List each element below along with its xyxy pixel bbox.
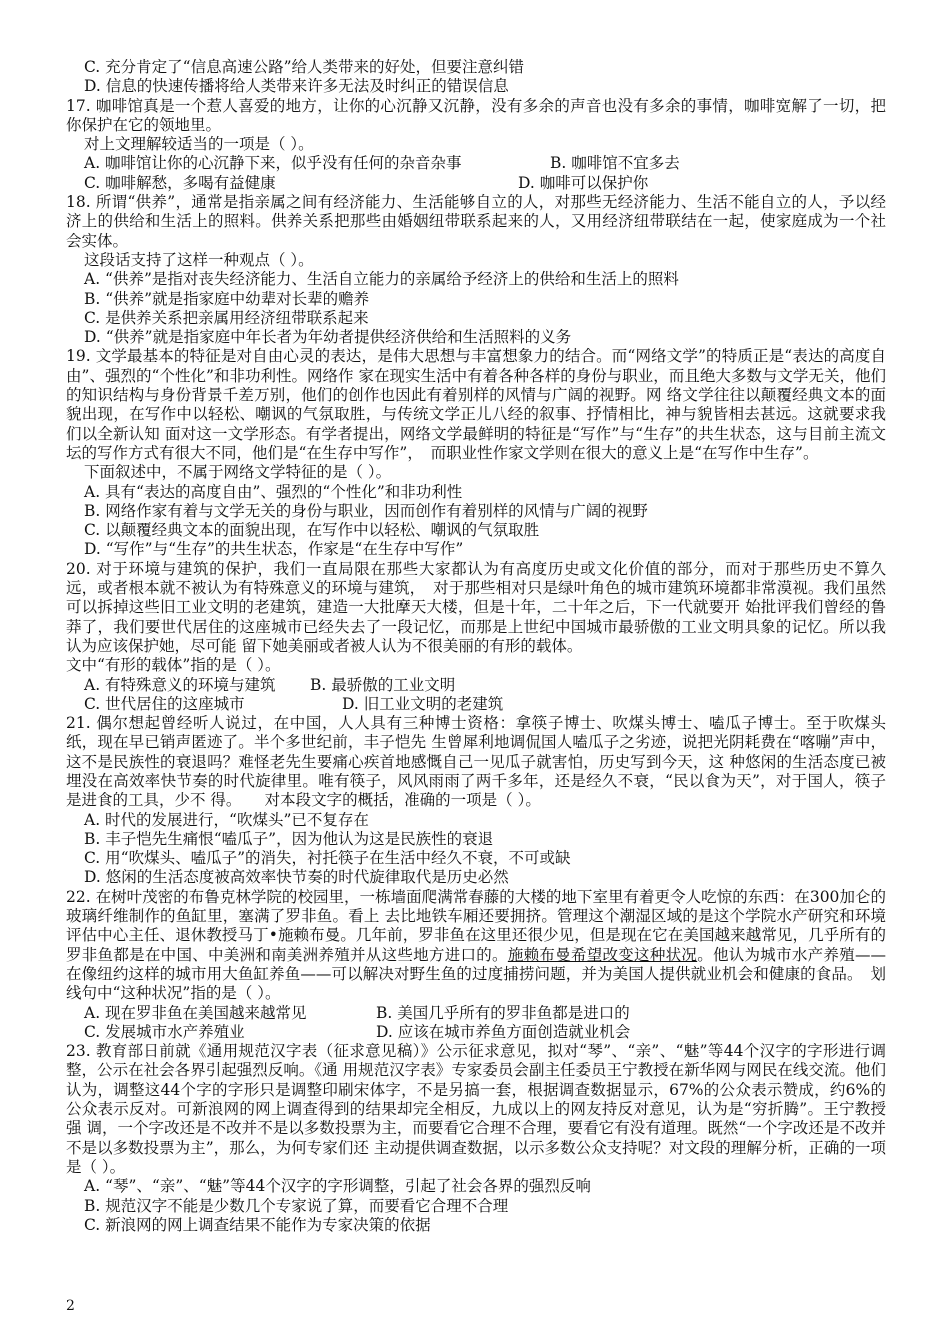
question-19-prompt: 下面叙述中，不属于网络文学特征的是（ ）。 — [84, 463, 392, 482]
option-d: D. 旧工业文明的老建筑 — [342, 694, 504, 713]
page-number: 2 — [66, 1298, 75, 1314]
option-a: A. 现在罗非鱼在美国越来越常见 — [84, 1003, 307, 1022]
option-c: C. 世代居住的这座城市 — [84, 694, 245, 713]
question-18-prompt: 这段话支持了这样一种观点（ ）。 — [84, 250, 314, 269]
option-b: B. 网络作家有着与文学无关的身份与职业，因而创作有着别样的风情与广阔的视野 — [84, 501, 648, 520]
option-b: B. 咖啡馆不宜多去 — [550, 154, 680, 173]
option-c: C. 发展城市水产养殖业 — [84, 1022, 245, 1041]
option-a: A. “供养”是指对丧失经济能力、生活自立能力的亲属给予经济上的供给和生活上的照料 — [84, 270, 679, 289]
option-c: C. 以颠覆经典文本的面貌出现，在写作中以轻松、嘲讽的气氛取胜 — [84, 521, 540, 540]
option-c: C. 是供养关系把亲属用经济纽带联系起来 — [84, 308, 369, 327]
question-17-options-row2 — [66, 174, 886, 193]
question-20-stem: 20. 对于环境与建筑的保护，我们一直局限在那些大家都认为有高度历史或文化价值的部分，而对于那些历史不算久远，或者根本就不被认为有特殊意义的环境与建筑， 对于那些相对只是绿叶角色的城市建筑环境都非常漠视。我们虽然可以拆掉这些旧工业文明的老建筑，建造一大批摩天大楼，但是十年，二十年之后，下一代就要开 始批评我们曾经的鲁莽了，我们要世代居住的这座城市已经失去了一段记忆，而那是上世纪中国城市最骄傲的工业文明具象的记忆。所以我认为应该保护她，尽可能 留下她美丽或者被人认为不很美丽的有形的载体。 — [66, 559, 886, 655]
option-d: D. 应该在城市养鱼方面创造就业机会 — [376, 1022, 631, 1041]
option-c: C. 用“吹煤头、嗑瓜子”的消失，衬托筷子在生活中经久不衰，不可或缺 — [84, 849, 571, 868]
option-d-prev: D. 信息的快速传播将给人类带来许多无法及时纠正的错误信息 — [84, 77, 509, 96]
question-19-stem: 19. 文学最基本的特征是对自由心灵的表达，是伟大思想与丰富想象力的结合。而“网络文学”的特质正是“表达的高度自由”、强烈的“个性化”和非功利性。网络作 家在现实生活中有着各种各样的身份与职业，而且绝大多数与文学无关，他们的知识结构与身份背景千差万别，他们的创作也因此有着别样的风情与广阔的视野。网 络文学往往以颠覆经典文本的面貌出现，在写作中以轻松、嘲讽的气氛取胜，与传统文学正儿八经的叙事、抒情相比，神与貌皆相去甚远。这就要求我们以全新认知 面对这一文学形态。有学者提出，网络文学最鲜明的特征是“写作”与“生存”的共生状态，这与目前主流文坛的写作方式有很大不同，他们是“在生存中写作”， 而职业性作家文学则在很大的意义上是“在写作中生存”。 — [66, 347, 886, 462]
option-c: C. 新浪网的网上调查结果不能作为专家决策的依据 — [84, 1215, 431, 1234]
question-23-stem: 23. 教育部日前就《通用规范汉字表（征求意见稿）》公示征求意见，拟对“琴”、“亲”、“魅”等44个汉字的字形进行调整，公示在社会各界引起强烈反响。《通 用规范汉字表》专家委员会副主任委员王宁教授在新华网与网民在线交流。他们认为，调整这44个字的字形只是调整印刷宋体字，不是另搞一套，根据调查数据显示，67%的公众表示赞成，约6%的公众表示反对。可新浪网的网上调查得到的结果却完全相反，九成以上的网友持反对意见，认为是“穷折腾”。王宁教授强 调，一个字改还是不改并不是以多数投票为主，而要看它合理不合理，要看它有没有道理。既然“一个字改还是不改并不是以多数投票为主”，那么，为何专家们还 主动提供调查数据，以示多数公众支持呢？对文段的理解分析，正确的一项是（ ）。 — [66, 1042, 886, 1176]
stem-text: 22. 在树叶茂密的布鲁克林学院的校园里，一栋墙面爬满常春藤的大楼的地下室里有着更令人吃惊的东西：在300加仑的玻璃纤维制作的鱼缸里，塞满了罗非鱼。看上 去比地铁车厢还要拥挤。管理这个潮湿区域的是这个学院水产研究和环境评估中心主任、退休教授马丁•施赖布曼。几年前，罗非鱼在这里还很少见，但是现在它在美国越来越常见，几乎所有的罗非鱼都是在中国、中美洲和南美洲养殖并从这些地方进口的。 — [66, 887, 886, 964]
option-d: D. “写作”与“生存”的共生状态，作家是“在生存中写作” — [84, 540, 464, 559]
question-22-options-row2 — [66, 1023, 886, 1042]
question-21-stem: 21. 偶尔想起曾经听人说过，在中国，人人具有三种博士资格：拿筷子博士、吹煤头博士、嗑瓜子博士。至于吹煤头纸，现在早已销声匿迹了。半个多世纪前，丰子恺先 生曾犀利地调侃国人嗑瓜子之劣迹，说把光阴耗费在“喀嘣”声中，这不是民族性的衰退吗？难怪老先生要痛心疾首地感慨自己一见瓜子就害怕，历史写到今天，这 种悠闲的生活态度已被埋没在高效率快节奏的时代旋律里。唯有筷子，风风雨雨了两千多年，还是经久不衰，“民以食为天”，对于国人，筷子是进食的工具，少不 得。 对本段文字的概括，准确的一项是（ ）。 — [66, 714, 886, 810]
option-b: B. 规范汉字不能是少数几个专家说了算，而要看它合理不合理 — [84, 1196, 509, 1215]
question-18-stem: 18. 所谓“供养”，通常是指亲属之间有经济能力、生活能够自立的人，对那些无经济能力、生活不能自立的人，予以经济上的供给和生活上的照料。供养关系把那些由婚姻纽带联系起来的人，又用经济纽带联结在一起，使家庭成为一个社会实体。 — [66, 193, 886, 250]
option-c: C. 咖啡解愁，多喝有益健康 — [84, 173, 276, 192]
option-a: A. 咖啡馆让你的心沉静下来，似乎没有任何的杂音杂事 — [84, 154, 462, 173]
question-20-prompt: 文中“有形的载体”指的是（ ）。 — [66, 656, 281, 675]
page-content — [66, 58, 886, 1235]
option-d: D. 悠闲的生活态度被高效率快节奏的时代旋律取代是历史必然 — [84, 868, 509, 887]
option-b: B. 最骄傲的工业文明 — [310, 675, 456, 694]
question-22-stem — [66, 888, 886, 1004]
option-a: A. 具有“表达的高度自由”、强烈的“个性化”和非功利性 — [84, 482, 463, 501]
question-17-prompt: 对上文理解较适当的一项是（ ）。 — [84, 135, 314, 154]
question-22-options-row1 — [66, 1004, 886, 1023]
question-20-options-row2 — [66, 695, 886, 714]
option-d: D. “供养”就是指家庭中年长者为年幼者提供经济供给和生活照料的义务 — [84, 328, 572, 347]
option-b: B. 美国几乎所有的罗非鱼都是进口的 — [376, 1003, 630, 1022]
option-d: D. 咖啡可以保护你 — [518, 173, 649, 192]
option-a: A. 有特殊意义的环境与建筑 — [84, 675, 276, 694]
option-a: A. 时代的发展进行，“吹煤头”已不复存在 — [84, 810, 369, 829]
question-17-options-row1 — [66, 154, 886, 173]
option-b: B. “供养”就是指家庭中幼辈对长辈的赡养 — [84, 289, 370, 308]
question-20-options-row1 — [66, 676, 886, 695]
stem-text-end: 。他认为城市水产养殖——在像纽约这样的城市用大鱼缸养鱼——可以解决对野生鱼的过度捕捞问题，并为美国人提供就业机会和健康的食品。 划线句中“这种状况”指的是（ ）。 — [66, 945, 886, 1003]
option-b: B. 丰子恺先生痛恨“嗑瓜子”，因为他认为这是民族性的衰退 — [84, 829, 494, 848]
question-17-stem: 17. 咖啡馆真是一个惹人喜爱的地方，让你的心沉静又沉静，没有多余的声音也没有多余的事情，咖啡宽解了一切，把你保护在它的领地里。 — [66, 96, 886, 134]
option-a: A. “琴”、“亲”、“魅”等44个汉字的字形调整，引起了社会各界的强烈反响 — [84, 1177, 591, 1196]
option-c-prev: C. 充分肯定了“信息高速公路”给人类带来的好处，但要注意纠错 — [84, 58, 525, 76]
underlined-sentence: 施赖布曼希望改变这种状况 — [507, 945, 698, 964]
